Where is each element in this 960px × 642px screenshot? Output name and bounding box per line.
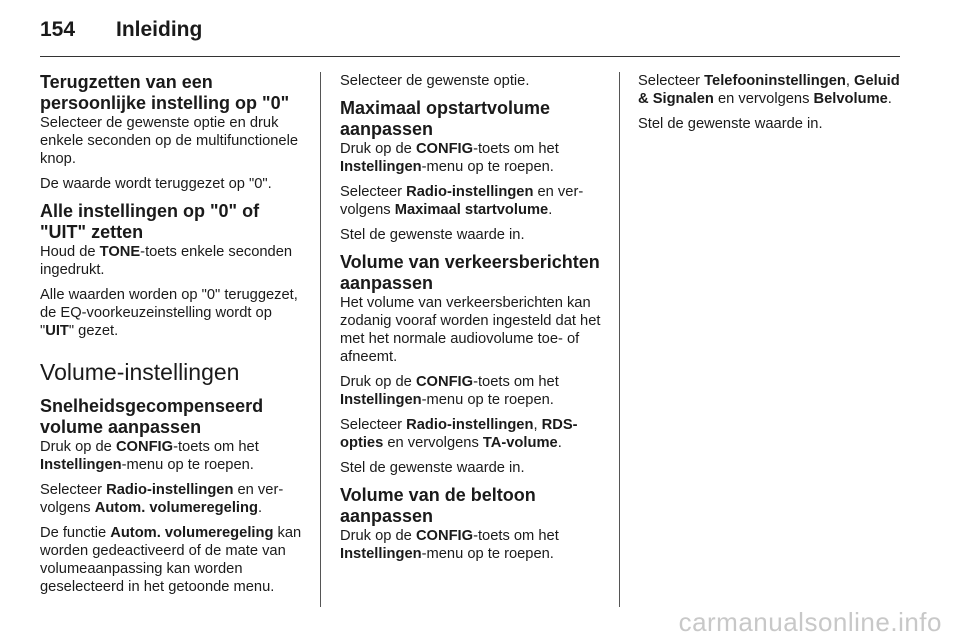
column-2	[340, 72, 606, 563]
column-divider-1	[320, 72, 321, 607]
paragraph: Houd de TONE-toets enkele seconden ingedrukt.	[40, 244, 293, 278]
heading-reset-personal: Terugzetten van een persoonlijke instelling op "0"	[40, 72, 290, 113]
column-divider-2	[619, 72, 620, 607]
paragraph: Selecteer Radio-instellingen en vervolgens Maximaal startvolume.	[340, 184, 584, 218]
heading-speed-volume: Snelheidsgecompenseerd volume aanpassen	[40, 396, 264, 437]
paragraph: Stel de gewenste waarde in.	[340, 227, 525, 243]
paragraph: Selecteer de gewenste optie.	[340, 73, 530, 89]
paragraph: De functie Autom. volumeregeling kan worden gedeactiveerd of de mate van volumeaanpassing kan worden geselecteerd in het getoonde menu.	[40, 525, 302, 595]
heading-volume-settings: Volume-instellingen	[40, 359, 240, 385]
paragraph: Alle waarden worden op "0" teruggezet, de EQ-voorkeuzeinstelling wordt op "UIT" gezet.	[40, 287, 298, 339]
header-rule	[40, 56, 900, 57]
paragraph: Het volume van verkeersberichten kan zodanig vooraf worden ingesteld dat het met het normale audiovolume toe- of afneemt.	[340, 295, 601, 365]
paragraph: Stel de gewenste waarde in.	[340, 460, 525, 476]
heading-traffic-volume: Volume van verkeersberichten aanpassen	[340, 252, 600, 293]
page-title: Inleiding	[116, 18, 203, 41]
paragraph: Selecteer Radio-instellingen, RDS-opties en vervolgens TA-volume.	[340, 417, 578, 451]
paragraph: Druk op de CONFIG-toets om het Instellingen-menu op te roepen.	[340, 141, 559, 175]
column-1	[40, 72, 306, 596]
heading-startup-volume: Maximaal opstartvolume aanpassen	[340, 98, 551, 139]
column-3	[638, 72, 904, 133]
paragraph: Selecteer Radio-instellingen en vervolgens Autom. volumeregeling.	[40, 482, 284, 516]
watermark: carmanualsonline.info	[678, 607, 942, 637]
paragraph: Selecteer de gewenste optie en druk enkele seconden op de multifunctionele knop.	[40, 115, 299, 167]
paragraph: Stel de gewenste waarde in.	[638, 116, 823, 132]
paragraph: Selecteer Telefooninstellingen, Geluid & Signalen en vervolgens Belvolume.	[638, 73, 900, 107]
paragraph: Druk op de CONFIG-toets om het Instellingen-menu op te roepen.	[340, 528, 559, 562]
paragraph: Druk op de CONFIG-toets om het Instellingen-menu op te roepen.	[40, 439, 259, 473]
heading-ringtone-volume: Volume van de beltoon aanpassen	[340, 485, 536, 526]
paragraph: De waarde wordt teruggezet op "0".	[40, 176, 272, 192]
page-number: 154	[40, 18, 76, 41]
heading-reset-all: Alle instellingen op "0" of "UIT" zetten	[40, 201, 260, 242]
paragraph: Druk op de CONFIG-toets om het Instellingen-menu op te roepen.	[340, 374, 559, 408]
